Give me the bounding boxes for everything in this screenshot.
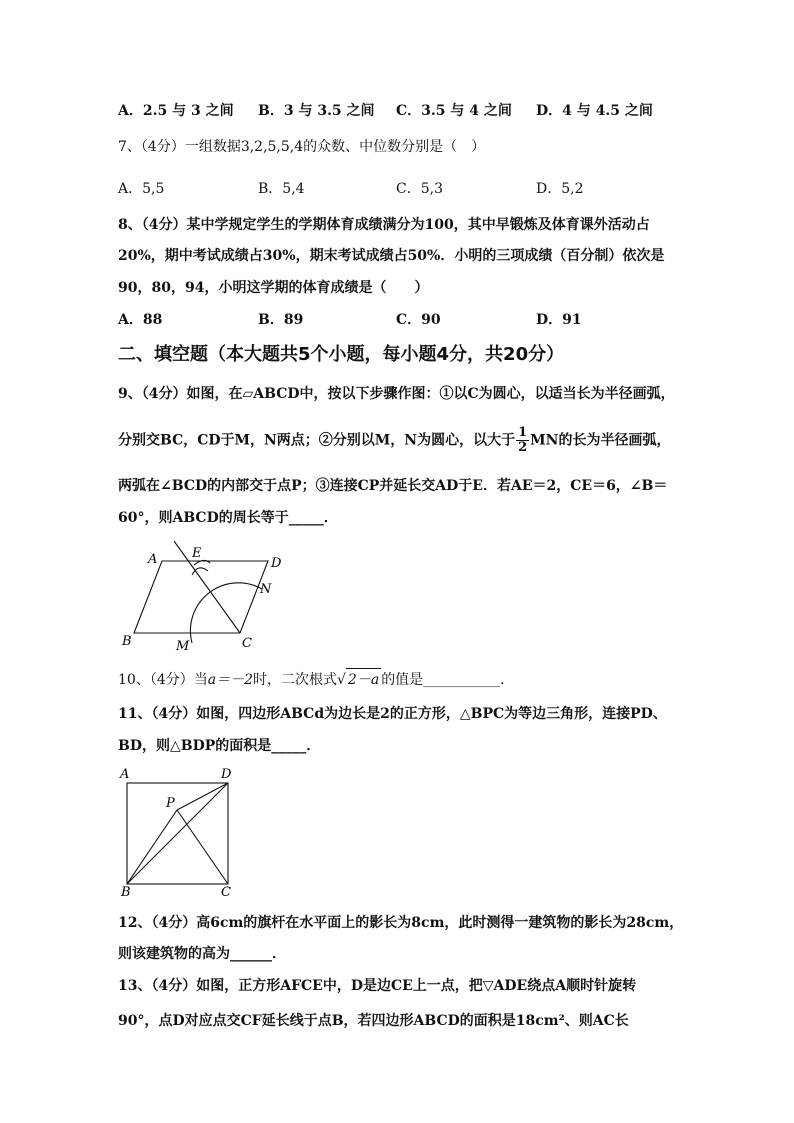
label-c: C	[221, 885, 231, 900]
q8-line-3: 90，80，94，小明这学期的体育成绩是（ ）	[118, 280, 429, 296]
parallelogram-abcd	[134, 561, 268, 633]
q7-option-d: D．5,2	[536, 181, 584, 197]
q8-option-d: D．91	[536, 312, 582, 328]
q10-suffix: 的值是___________．	[381, 672, 515, 688]
q10-prefix: 10、（4分）当	[118, 672, 208, 688]
segment-pd	[177, 783, 228, 810]
segment-pc	[177, 810, 228, 884]
label-b: B	[122, 634, 132, 649]
q9-line-3: 两弧在∠BCD的内部交于点P；③连接CP并延长交AD于E．若AE＝2，CE＝6，∠B＝	[118, 478, 668, 494]
q6-option-c: C．3.5 与 4 之间	[396, 103, 512, 119]
section-heading: 二、填空题（本大题共5个小题，每小题4分，共20分）	[118, 344, 565, 365]
q7-option-a: A．5,5	[118, 181, 165, 197]
label-e: E	[192, 546, 202, 561]
label-d: D	[221, 767, 232, 782]
radical-sign: √	[337, 672, 346, 688]
q13-line-1: 13、（4分）如图，正方形AFCE中，D是边CE上一点，把▽ADE绕点A顺时针旋转	[118, 978, 637, 994]
label-c: C	[242, 636, 252, 651]
q12-line-2: 则该建筑物的高为______．	[118, 946, 286, 962]
q8-line-2: 20%，期中考试成绩占30%，期末考试成绩占50%．小明的三项成绩（百分制）依次是	[118, 248, 665, 264]
label-m: M	[176, 639, 190, 654]
q11-square-figure	[118, 765, 243, 900]
label-p: P	[166, 796, 175, 811]
q8-option-b: B．89	[258, 312, 304, 328]
q8-line-1: 8、（4分）某中学规定学生的学期体育成绩满分为100，其中早锻炼及体育课外活动占	[118, 217, 650, 233]
label-a: A	[120, 767, 130, 782]
fraction-denominator: 2	[518, 440, 528, 455]
line-ce	[174, 541, 240, 633]
q10-condition: a＝－2	[207, 672, 253, 688]
label-a: A	[148, 552, 158, 567]
q6-option-a: A．2.5 与 3 之间	[118, 103, 234, 119]
q10-radicand: 2－a	[346, 668, 381, 691]
label-b: B	[121, 885, 131, 900]
q8-option-a: A．88	[118, 312, 163, 328]
q10-middle: 时，二次根式	[253, 672, 337, 688]
q13-line-2: 90°，点D对应点交CF延长线于点B，若四边形ABCD的面积是18cm²、则AC长	[118, 1013, 629, 1029]
label-d: D	[271, 556, 282, 571]
q9-line-1: 9、（4分）如图，在▱ABCD中，按以下步骤作图：①以C为圆心，以适当长为半径画弧，	[118, 386, 675, 402]
q7-option-b: B．5,4	[258, 181, 305, 197]
q9-line-2	[118, 426, 670, 455]
q12-line-1: 12、（4分）高6cm的旗杆在水平面上的影长为8cm，此时测得一建筑物的影长为28cm，	[118, 915, 684, 931]
q9-line-2-end: MN的长为半径画弧，	[530, 432, 671, 449]
q6-option-b: B．3 与 3.5 之间	[258, 103, 375, 119]
segment-bd	[127, 783, 228, 884]
q6-option-d: D．4 与 4.5 之间	[536, 103, 653, 119]
q9-line-2-start: 分别交BC，CD于M，N两点；②分别以M，N为圆心，以大于	[118, 432, 516, 449]
q10-line	[118, 668, 514, 691]
q7-option-c: C．5,3	[396, 181, 443, 197]
q9-line-4: 60°，则ABCD的周长等于_____．	[118, 510, 338, 526]
half-fraction	[516, 426, 529, 455]
fraction-numerator: 1	[518, 425, 528, 440]
q8-option-c: C．90	[396, 312, 441, 328]
segment-bp	[127, 810, 177, 884]
q11-line-1: 11、（4分）如图，四边形ABCd为边长是2的正方形，△BPC为等边三角形，连接PD、	[118, 706, 667, 722]
q9-parallelogram-figure	[118, 535, 298, 655]
label-n: N	[260, 582, 272, 597]
q11-line-2: BD，则△BDP的面积是_____．	[118, 738, 321, 754]
q7-stem: 7、（4分）一组数据3,2,5,5,4的众数、中位数分别是（ ）	[118, 139, 486, 155]
